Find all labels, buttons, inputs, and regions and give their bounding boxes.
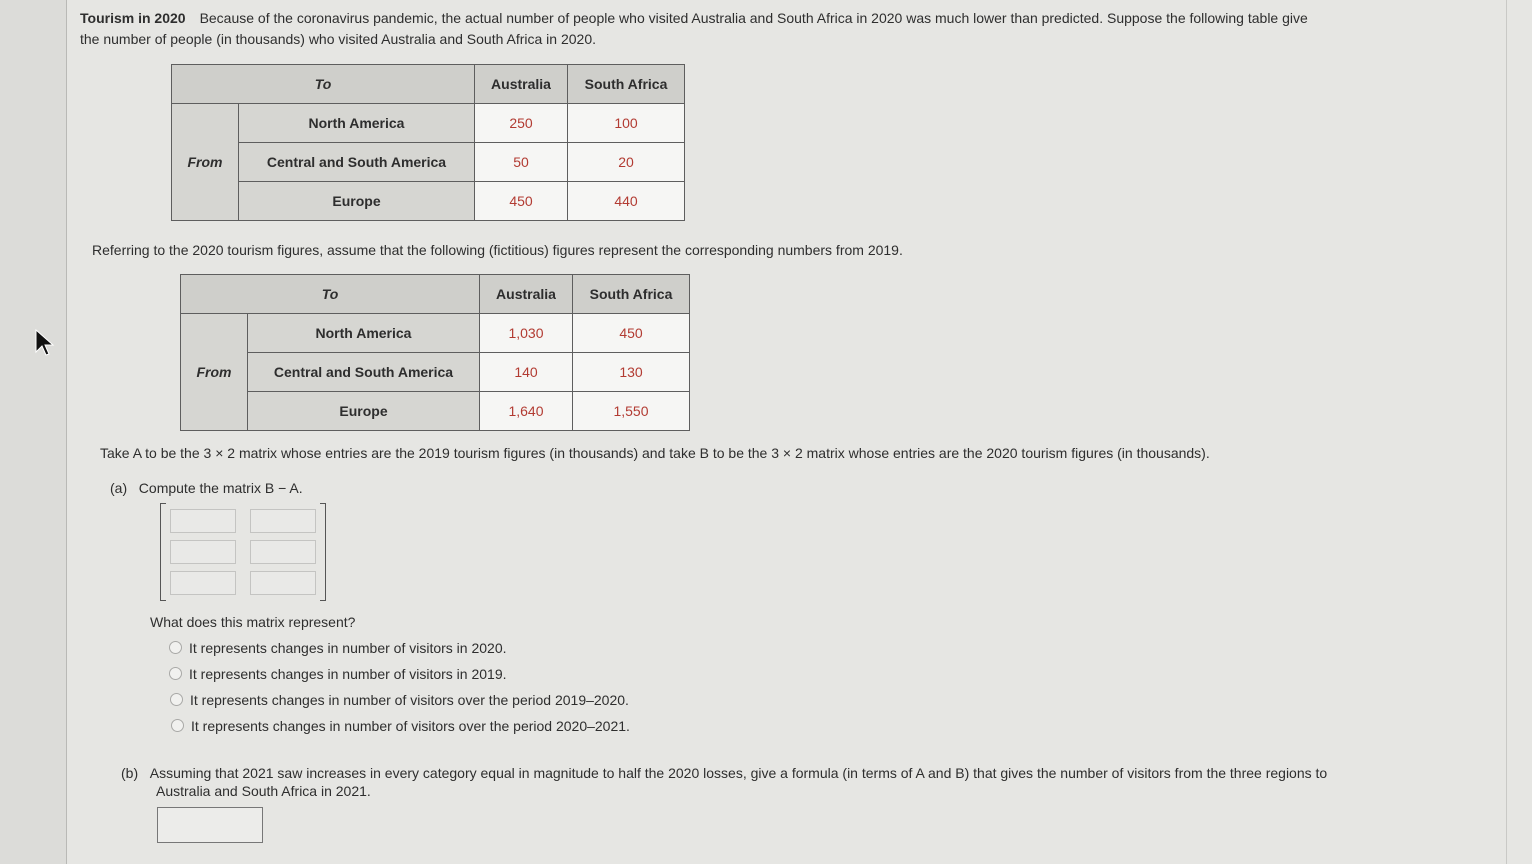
part-a-label: (a) — [110, 480, 128, 496]
radio-option-label: It represents changes in number of visitors over the period 2019–2020. — [190, 692, 629, 708]
table-row — [181, 353, 690, 392]
problem-title: Tourism in 2020 — [80, 10, 186, 26]
table-row — [172, 143, 685, 182]
table-cell: 250 — [475, 104, 568, 143]
radio-button[interactable] — [169, 641, 182, 654]
radio-option-label: It represents changes in number of visitors in 2019. — [189, 666, 507, 682]
row-label: North America — [248, 314, 480, 353]
table-cell: 130 — [573, 353, 690, 392]
row-label: Central and South America — [248, 353, 480, 392]
radio-option[interactable] — [170, 692, 629, 708]
table-2020 — [171, 64, 685, 221]
part-b-line-1: Assuming that 2021 saw increases in every category equal in magnitude to half the 2020 losses, give a formula (in terms of A and B) that gives the number of visitors from the three regions to — [149, 765, 1328, 781]
row-label: Central and South America — [239, 143, 475, 182]
col-header-south-africa: South Africa — [568, 65, 685, 104]
table-to-header: To — [172, 65, 475, 104]
table-cell: 100 — [568, 104, 685, 143]
radio-button[interactable] — [170, 693, 183, 706]
intro-line-2: the number of people (in thousands) who visited Australia and South Africa in 2020. — [80, 31, 596, 47]
radio-option[interactable] — [169, 666, 507, 682]
table-cell: 140 — [480, 353, 573, 392]
table-from-header: From — [181, 314, 248, 431]
matrix-entry-input[interactable] — [250, 540, 316, 564]
matrix-left-bracket — [160, 503, 166, 601]
intro-paragraph — [80, 8, 1520, 50]
radio-option[interactable] — [171, 718, 630, 734]
matrix-entry-input[interactable] — [170, 571, 236, 595]
left-gutter — [0, 0, 66, 864]
table-cell: 1,550 — [573, 392, 690, 431]
table-cell: 450 — [573, 314, 690, 353]
part-a-prompt — [110, 480, 303, 496]
formula-answer-input[interactable] — [157, 807, 263, 843]
part-a-prompt-text: Compute the matrix B − A. — [138, 480, 303, 496]
right-divider — [1506, 0, 1507, 864]
table-row — [172, 104, 685, 143]
col-header-australia: Australia — [475, 65, 568, 104]
part-b-label: (b) — [121, 765, 139, 781]
col-header-australia: Australia — [480, 275, 573, 314]
table-2019 — [180, 274, 690, 431]
radio-option[interactable] — [169, 640, 507, 656]
radio-button[interactable] — [169, 667, 182, 680]
answer-matrix — [160, 503, 326, 599]
table-from-header: From — [172, 104, 239, 221]
table-cell: 1,640 — [480, 392, 573, 431]
part-b-prompt — [121, 764, 1327, 800]
mouse-pointer-icon — [34, 328, 56, 358]
radio-option-label: It represents changes in number of visitors in 2020. — [189, 640, 507, 656]
table-cell: 440 — [568, 182, 685, 221]
row-label: North America — [239, 104, 475, 143]
referring-text: Referring to the 2020 tourism figures, assume that the following (fictitious) figures represent the corresponding numbers from 2019. — [92, 242, 903, 258]
table-row — [172, 182, 685, 221]
row-label: Europe — [248, 392, 480, 431]
matrix-entry-input[interactable] — [170, 540, 236, 564]
part-b-line-2: Australia and South Africa in 2021. — [156, 783, 371, 799]
part-a-question: What does this matrix represent? — [150, 614, 356, 630]
table-cell: 50 — [475, 143, 568, 182]
row-label: Europe — [239, 182, 475, 221]
matrix-entry-input[interactable] — [250, 509, 316, 533]
matrix-definition-text: Take A to be the 3 × 2 matrix whose entries are the 2019 tourism figures (in thousands) and take B to be the 3 × 2 matrix whose entries are the 2020 tourism figures (in thousands). — [100, 445, 1210, 461]
table-cell: 20 — [568, 143, 685, 182]
matrix-entry-input[interactable] — [250, 571, 316, 595]
matrix-entry-input[interactable] — [170, 509, 236, 533]
table-cell: 450 — [475, 182, 568, 221]
problem-content — [80, 8, 1520, 50]
table-row — [181, 392, 690, 431]
intro-line-1: Because of the coronavirus pandemic, the actual number of people who visited Australia and South Africa in 2020 was much lower than predicted. Suppose the following table give — [199, 10, 1308, 26]
table-row — [181, 314, 690, 353]
radio-button[interactable] — [171, 719, 184, 732]
matrix-right-bracket — [320, 503, 326, 601]
table-cell: 1,030 — [480, 314, 573, 353]
col-header-south-africa: South Africa — [573, 275, 690, 314]
table-to-header: To — [181, 275, 480, 314]
radio-option-label: It represents changes in number of visitors over the period 2020–2021. — [191, 718, 630, 734]
gutter-divider — [66, 0, 67, 864]
